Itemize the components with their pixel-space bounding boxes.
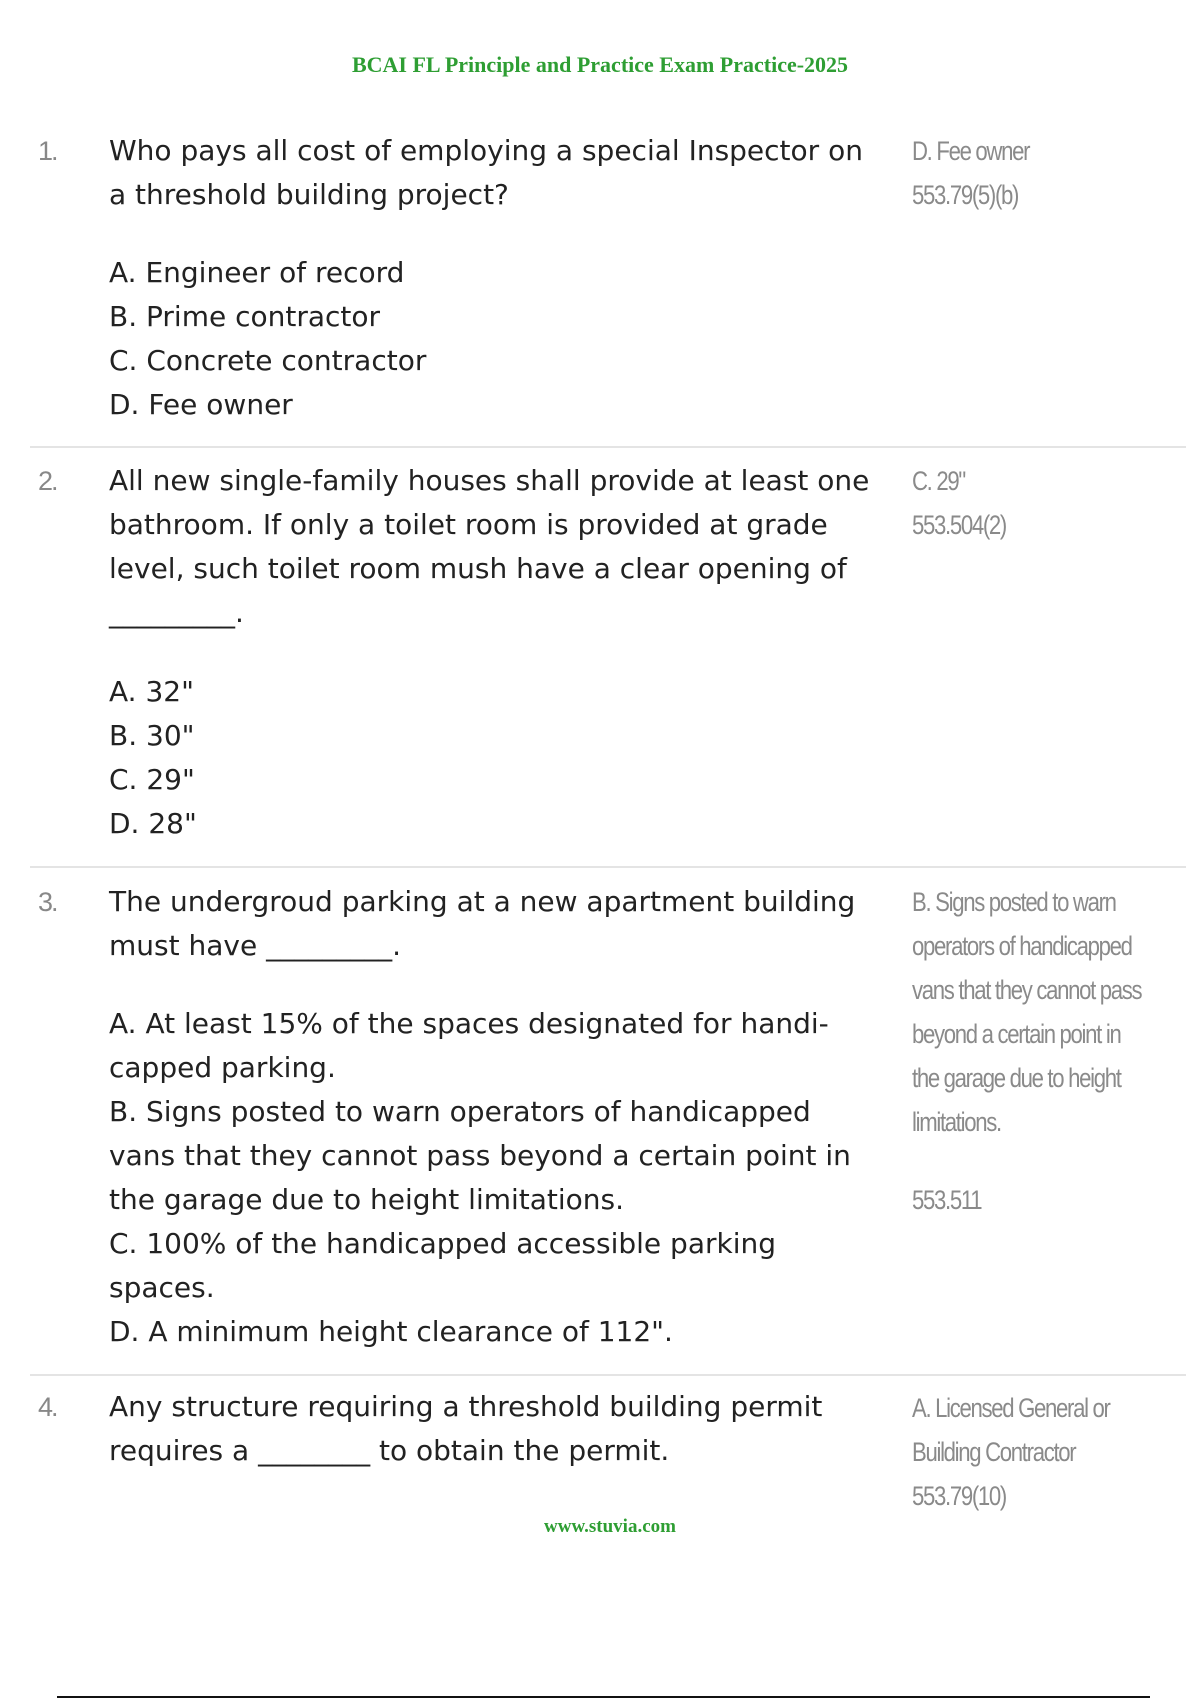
answer-line: beyond a certain point in [912,1019,1121,1049]
question-stem [109,1385,909,1473]
answer-line: D. Fee owner [912,136,1030,166]
answer-options [109,251,909,427]
footer-url[interactable]: www.stuvia.com [544,1516,676,1537]
stem-line: _________. [109,596,244,629]
divider [30,446,1186,448]
answer-line: vans that they cannot pass [912,975,1142,1005]
option: the garage due to height limitations. [109,1183,625,1216]
code-reference [912,1178,1192,1222]
option: C. Concrete contractor [109,344,427,377]
option: B. 30" [109,719,195,752]
answer-line: 553.504(2) [912,510,1006,540]
option: D. A minimum height clearance of 112". [109,1315,673,1348]
reference-line: 553.511 [912,1185,982,1215]
option: C. 100% of the handicapped accessible parking [109,1227,777,1260]
stem-line: Who pays all cost of employing a special Inspector on [109,134,863,167]
question-stem [109,880,909,968]
stem-line: bathroom. If only a toilet room is provided at grade [109,508,828,541]
option: A. At least 15% of the spaces designated for handi- [109,1007,829,1040]
answer-line: 553.79(5)(b) [912,180,1019,210]
option: A. 32" [109,675,194,708]
answer-options [109,1002,909,1354]
stem-line: a threshold building project? [109,178,509,211]
answer-options [109,670,909,846]
stem-line: Any structure requiring a threshold building permit [109,1390,823,1423]
option: B. Prime contractor [109,300,381,333]
answer-key [912,1386,1192,1518]
question-number: 4. [38,1392,57,1422]
divider [30,866,1186,868]
option: vans that they cannot pass beyond a certain point in [109,1139,851,1172]
answer-key [912,880,1192,1144]
question-number: 3. [38,887,57,917]
stem-line: level, such toilet room mush have a clear opening of [109,552,847,585]
option: A. Engineer of record [109,256,405,289]
stem-line: requires a ________ to obtain the permit. [109,1434,670,1467]
question-stem [109,129,909,217]
answer-line: the garage due to height [912,1063,1121,1093]
question-stem [109,459,909,635]
page-bottom-rule [57,1696,1150,1698]
answer-line: 553.79(10) [912,1481,1006,1511]
question-number: 1. [38,136,57,166]
question-number: 2. [38,466,57,496]
option: capped parking. [109,1051,336,1084]
answer-line: Building Contractor [912,1437,1076,1467]
divider [30,1374,1186,1376]
stem-line: The undergroud parking at a new apartment building [109,885,856,918]
stem-line: All new single-family houses shall provide at least one [109,464,870,497]
answer-line: C. 29" [912,466,965,496]
option: C. 29" [109,763,195,796]
answer-key [912,459,1192,547]
answer-line: A. Licensed General or [912,1393,1110,1423]
answer-line: limitations. [912,1107,1001,1137]
option: spaces. [109,1271,215,1304]
option: D. Fee owner [109,388,293,421]
answer-line: operators of handicapped [912,931,1132,961]
answer-key [912,129,1192,217]
answer-line: B. Signs posted to warn [912,887,1116,917]
stem-line: must have _________. [109,929,401,962]
option: B. Signs posted to warn operators of handicapped [109,1095,811,1128]
document-title: BCAI FL Principle and Practice Exam Practice-2025 [351,52,849,77]
option: D. 28" [109,807,197,840]
